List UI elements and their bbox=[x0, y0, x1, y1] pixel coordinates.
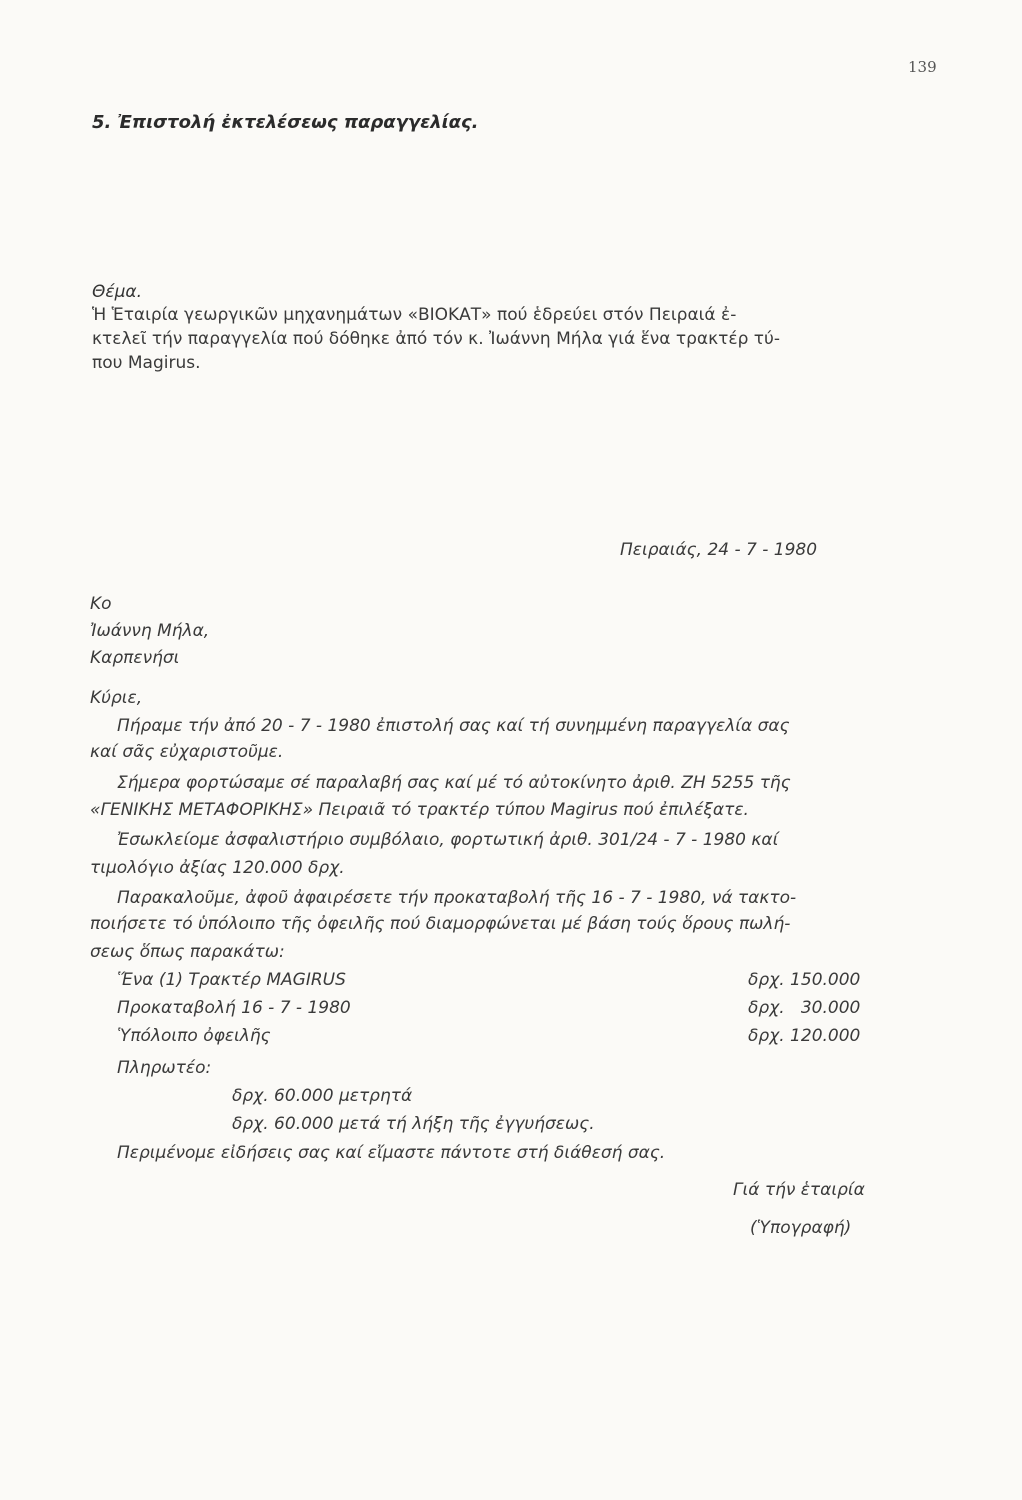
body-line: καί σᾶς εὐχαριστοῦμε. bbox=[90, 742, 284, 762]
body-line: Ἐσωκλείομε ἀσφαλιστήριο συμβόλαιο, φορτωτική ἀριθ. 301/24 - 7 - 1980 καί bbox=[117, 830, 779, 850]
subject-label: Θέμα. bbox=[92, 282, 142, 302]
subject-text bbox=[92, 303, 942, 375]
body-line: Παρακαλοῦμε, ἀφοῦ ἀφαιρέσετε τήν προκαταβολή τῆς 16 - 7 - 1980, νά τακτο- bbox=[117, 888, 797, 908]
item-amount: δρχ. 30.000 bbox=[748, 998, 861, 1018]
item-amount: δρχ. 120.000 bbox=[748, 1026, 861, 1046]
recipient-line: Καρπενήσι bbox=[90, 648, 180, 668]
item-label: Προκαταβολή 16 - 7 - 1980 bbox=[117, 998, 351, 1018]
signature: (Ὑπογραφή) bbox=[750, 1218, 852, 1238]
body-line: ποιήσετε τό ὑπόλοιπο τῆς ὀφειλῆς πού διαμορφώνεται μέ βάση τούς ὅρους πωλή- bbox=[90, 914, 791, 934]
item-label: Ἕνα (1) Τρακτέρ MAGIRUS bbox=[117, 970, 346, 990]
body-line: «ΓΕΝΙΚΗΣ ΜΕΤΑΦΟΡΙΚΗΣ» Πειραιᾶ τό τρακτέρ τύπου Magirus πού ἐπιλέξατε. bbox=[90, 800, 749, 820]
payable-line: δρχ. 60.000 μετά τή λήξη τῆς ἐγγυήσεως. bbox=[232, 1114, 595, 1134]
body-line: Πήραμε τήν ἀπό 20 - 7 - 1980 ἐπιστολή σας καί τή συνημμένη παραγγελία σας bbox=[117, 716, 790, 736]
subject-line: κτελεῖ τήν παραγγελία πού δόθηκε ἀπό τόν κ. Ἰωάννη Μήλα γιά ἕνα τρακτέρ τύ- bbox=[92, 329, 780, 349]
payable-label: Πληρωτέο: bbox=[117, 1058, 212, 1078]
item-label: Ὑπόλοιπο ὀφειλῆς bbox=[117, 1026, 271, 1046]
body-line: τιμολόγιο ἀξίας 120.000 δρχ. bbox=[90, 858, 345, 878]
recipient-line: Ἰωάννη Μήλα, bbox=[90, 621, 210, 641]
recipient-line: Κο bbox=[90, 594, 112, 614]
body-line: σεως ὅπως παρακάτω: bbox=[90, 942, 285, 962]
body-line: Σήμερα φορτώσαμε σέ παραλαβή σας καί μέ τό αὐτοκίνητο ἀριθ. ΖΗ 5255 τῆς bbox=[117, 773, 791, 793]
sign-for: Γιά τήν ἑταιρία bbox=[733, 1180, 865, 1200]
section-heading: 5. Ἐπιστολή ἐκτελέσεως παραγγελίας. bbox=[92, 112, 479, 133]
subject-line: που Magirus. bbox=[92, 353, 201, 373]
item-amount: δρχ. 150.000 bbox=[748, 970, 861, 990]
subject-line: Ἡ Ἑταιρία γεωργικῶν μηχανημάτων «ΒΙΟΚΑΤ» πού ἑδρεύει στόν Πειραιά ἐ- bbox=[92, 305, 737, 325]
closing-line: Περιμένομε εἰδήσεις σας καί εἴμαστε πάντοτε στή διάθεσή σας. bbox=[117, 1143, 666, 1163]
payable-line: δρχ. 60.000 μετρητά bbox=[232, 1086, 413, 1106]
page-number: 139 bbox=[908, 58, 937, 76]
salutation: Κύριε, bbox=[90, 688, 143, 708]
place-date: Πειραιάς, 24 - 7 - 1980 bbox=[620, 540, 818, 560]
